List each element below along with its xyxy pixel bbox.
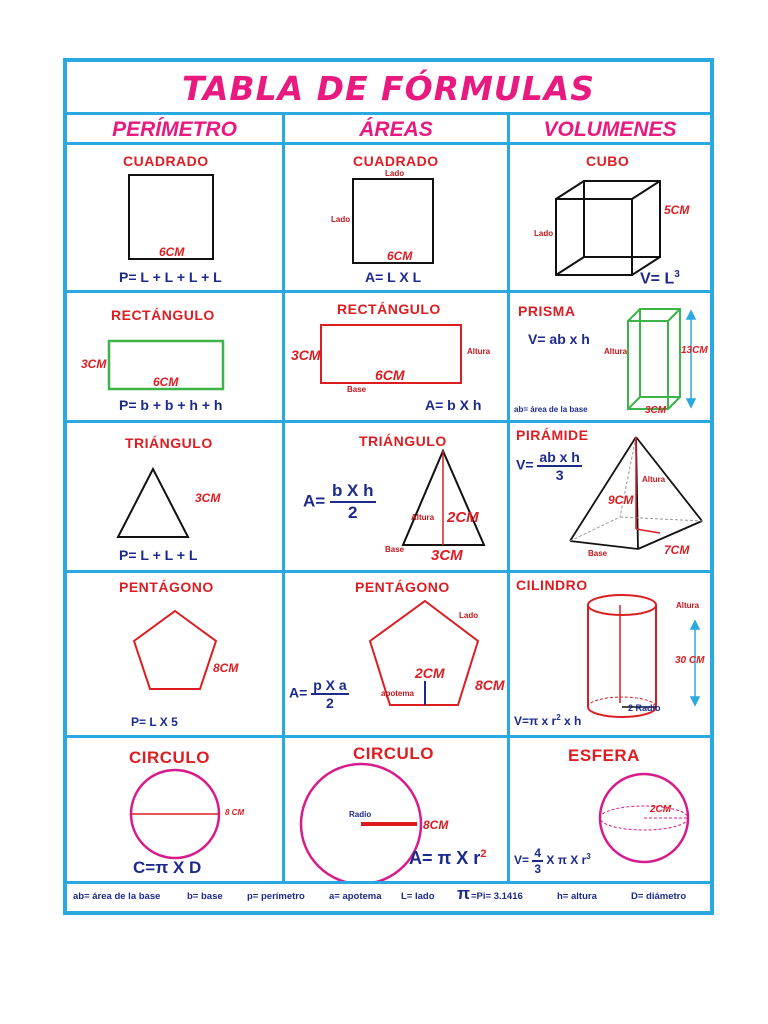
formula-text: V= L	[640, 270, 675, 288]
shape-name: PRISMA	[518, 303, 576, 319]
numerator: 4	[534, 846, 542, 860]
shape-name: TRIÁNGULO	[125, 435, 213, 451]
cell-volumen-cubo	[510, 145, 710, 290]
radius-label	[628, 703, 661, 713]
formula-tail: x h	[560, 714, 582, 728]
formula-lhs: V=	[514, 853, 530, 868]
area-formula	[289, 677, 349, 711]
fraction	[311, 677, 348, 711]
lado-label: Lado	[459, 611, 479, 620]
numerator: p X a	[313, 677, 347, 693]
side-length: 6CM	[387, 249, 413, 263]
cell-perimetro-cuadrado	[67, 145, 282, 290]
diameter-length: 8 CM	[225, 808, 245, 817]
legend-item: a= apotema	[329, 891, 382, 902]
formula-poster	[63, 58, 714, 915]
side-length: 8CM	[475, 677, 505, 693]
shape-name: TRIÁNGULO	[359, 433, 447, 449]
cell-perimetro-rectangulo	[67, 293, 282, 420]
cylinder-shape	[510, 573, 710, 735]
base-value: 3CM	[431, 547, 463, 564]
radius-number: 2	[628, 703, 634, 713]
volume-formula	[516, 449, 582, 483]
legend-item: L= lado	[401, 891, 435, 902]
column-header-areas: ÁREAS	[359, 118, 433, 141]
exponent: 3	[674, 269, 680, 280]
height-length: 9CM	[608, 493, 634, 507]
side-length: 5CM	[664, 203, 690, 217]
side-label-left: Lado	[331, 215, 351, 224]
shape-name: CILINDRO	[516, 577, 588, 593]
cell-perimetro-triangulo	[67, 423, 282, 570]
cell-area-circulo	[285, 738, 507, 881]
poster-title: TABLA DE FÓRMULAS	[181, 69, 596, 108]
perimeter-formula: P= L + L + L + L	[119, 269, 222, 285]
area-formula: A= b X h	[425, 397, 482, 413]
shape-name: RECTÁNGULO	[111, 307, 215, 323]
legend-item: h= altura	[557, 891, 597, 902]
cell-perimetro-pentagono	[67, 573, 282, 735]
fraction	[532, 846, 543, 876]
shape-name: CUADRADO	[123, 153, 209, 169]
height-length: 3CM	[81, 357, 107, 371]
poster-content	[67, 62, 710, 911]
legend-item: ab= área de la base	[73, 891, 161, 902]
base-length: 6CM	[375, 367, 405, 383]
altura-label: Altura	[604, 347, 628, 356]
volume-formula	[514, 713, 581, 728]
radius-text: Radio	[635, 703, 661, 713]
denominator: 3	[534, 862, 542, 876]
altura-label: Altura	[642, 475, 666, 484]
perimeter-formula: P= b + b + h + h	[119, 397, 223, 413]
shape-name: PENTÁGONO	[355, 579, 450, 595]
height-length: 13CM	[681, 345, 708, 356]
fraction	[330, 481, 376, 523]
grid-line	[67, 881, 710, 884]
pi-symbol: π	[457, 884, 471, 903]
area-formula	[303, 481, 376, 523]
cell-volumen-cilindro	[510, 573, 710, 735]
pentagon-shape	[67, 573, 282, 735]
legend-item: p= perímetro	[247, 891, 305, 902]
apotema-value: 2CM	[415, 665, 445, 681]
volume-formula	[640, 269, 680, 288]
legend-bar	[67, 885, 710, 909]
shape-name: CUADRADO	[353, 153, 439, 169]
column-header-volumenes: VOLUMENES	[543, 118, 677, 141]
perimeter-formula: P= L + L + L	[119, 547, 198, 563]
cell-area-rectangulo	[285, 293, 507, 420]
formula-lhs: A=	[289, 684, 308, 701]
shape-name: ESFERA	[568, 746, 640, 765]
altura-value: 2CM	[447, 509, 479, 526]
legend-item: b= base	[187, 891, 223, 902]
base-label: Base	[385, 545, 405, 554]
altura-label: Altura	[676, 601, 700, 610]
volume-formula: V= ab x h	[528, 331, 590, 347]
base-area-note: ab= área de la base	[514, 405, 588, 414]
cell-volumen-prisma	[510, 293, 710, 420]
legend-item: =Pi= 3.1416	[471, 891, 523, 902]
base-length: 3CM	[645, 405, 667, 416]
shape-name: CIRCULO	[353, 744, 434, 763]
radius-length: 2CM	[650, 804, 672, 815]
base-label: Base	[588, 549, 608, 558]
altura-label: Altura	[467, 347, 491, 356]
exponent: 2	[556, 713, 561, 722]
cell-area-pentagono	[285, 573, 507, 735]
height-length: 30 CM	[675, 655, 705, 666]
apotema-label: apotema	[381, 689, 414, 698]
shape-name: RECTÁNGULO	[337, 301, 441, 317]
formula-tail: X π X r	[546, 853, 587, 868]
area-formula: A= L X L	[365, 269, 422, 285]
numerator: b X h	[330, 481, 376, 503]
formula-text: V=π x r	[514, 714, 557, 728]
cell-area-triangulo	[285, 423, 507, 570]
column-header-perimetro: PERÍMETRO	[112, 118, 237, 141]
shape-name: CUBO	[586, 153, 630, 169]
formula-lhs: A=	[303, 491, 326, 511]
numerator: ab x h	[539, 449, 580, 465]
circumference-formula: C=π X D	[133, 858, 202, 877]
shape-name: CIRCULO	[129, 748, 210, 767]
side-label-top: Lado	[385, 169, 405, 178]
denominator: 2	[326, 695, 334, 711]
area-formula	[409, 848, 486, 869]
cell-volumen-piramide	[510, 423, 710, 570]
exponent: 2	[480, 848, 487, 860]
altura-label: Altura	[411, 513, 435, 522]
perimeter-formula: P= L X 5	[131, 715, 178, 729]
cell-volumen-esfera	[510, 738, 710, 881]
side-label: Lado	[534, 229, 554, 238]
side-length: 6CM	[159, 245, 185, 259]
base-label: Base	[347, 385, 367, 394]
formula-text: A= π X r	[409, 848, 481, 868]
formula-lhs: V=	[516, 456, 534, 473]
radius-length: 8CM	[423, 818, 449, 832]
radio-label: Radio	[349, 810, 372, 819]
base-length: 6CM	[153, 375, 179, 389]
volume-formula	[514, 846, 591, 876]
shape-name: PENTÁGONO	[119, 579, 214, 595]
denominator: 2	[348, 503, 358, 522]
side-length: 8CM	[213, 661, 239, 675]
height-length: 3CM	[291, 347, 321, 363]
cell-area-cuadrado	[285, 145, 507, 290]
denominator: 3	[555, 467, 564, 483]
fraction	[537, 449, 581, 483]
shape-name: PIRÁMIDE	[516, 427, 589, 443]
exponent: 3	[586, 852, 591, 862]
side-length: 3CM	[195, 491, 221, 505]
base-length: 7CM	[664, 543, 690, 557]
cell-perimetro-circulo	[67, 738, 282, 881]
legend-item: D= diámetro	[631, 891, 687, 902]
